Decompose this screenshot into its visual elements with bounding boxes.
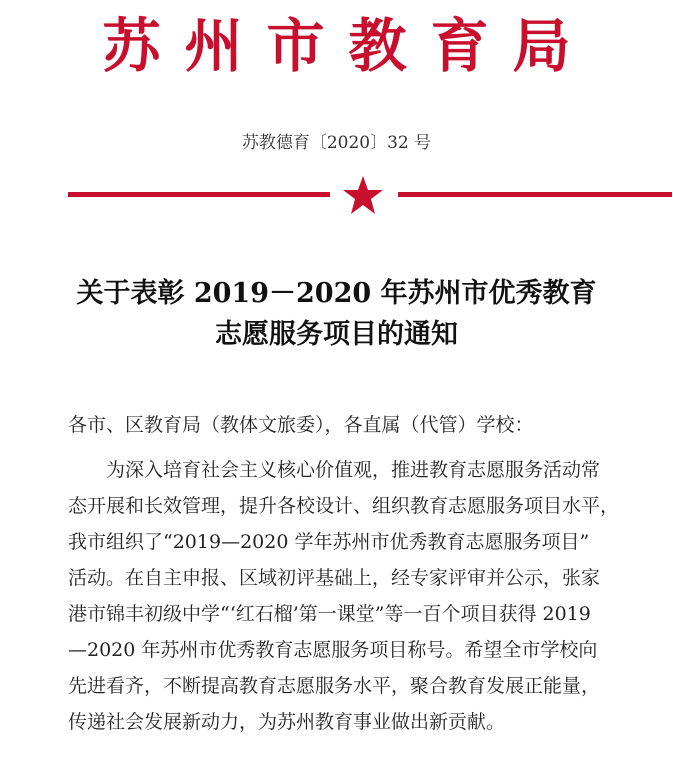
body-line: 态开展和长效管理，提升各校设计、组织教育志愿服务项目水平， (68, 495, 620, 517)
body-line: 先进看齐，不断提高教育志愿服务水平，聚合教育发展正能量， (68, 675, 601, 697)
body-line: 传递社会发展新动力，为苏州教育事业做出新贡献。 (68, 711, 506, 733)
body-line: 活动。在自主申报、区域初评基础上，经专家评审并公示，张家 (68, 567, 601, 589)
red-star-icon (342, 175, 384, 215)
org-masthead: 苏州市教育局 (102, 12, 595, 80)
document-number: 苏教德育〔2020〕32 号 (241, 133, 432, 153)
document-title-line-2: 志愿服务项目的通知 (215, 319, 458, 350)
body-line: —2020 年苏州市优秀教育志愿服务项目称号。希望全市学校向 (68, 639, 598, 661)
document-title-line-1: 关于表彰 2019－2020 年苏州市优秀教育 (76, 278, 597, 309)
red-rule-right (398, 192, 672, 197)
body-line: 为深入培育社会主义核心价值观，推进教育志愿服务活动常 (106, 459, 601, 481)
body-line: 我市组织了“2019—2020 学年苏州市优秀教育志愿服务项目” (68, 531, 590, 553)
red-rule-left (68, 192, 330, 197)
body-paragraph (68, 452, 668, 740)
salutation: 各市、区教育局（教体文旅委），各直属（代管）学校： (68, 414, 534, 436)
body-line: 港市锦丰初级中学“‘红石榴’第一课堂”等一百个项目获得 2019 (68, 603, 591, 625)
